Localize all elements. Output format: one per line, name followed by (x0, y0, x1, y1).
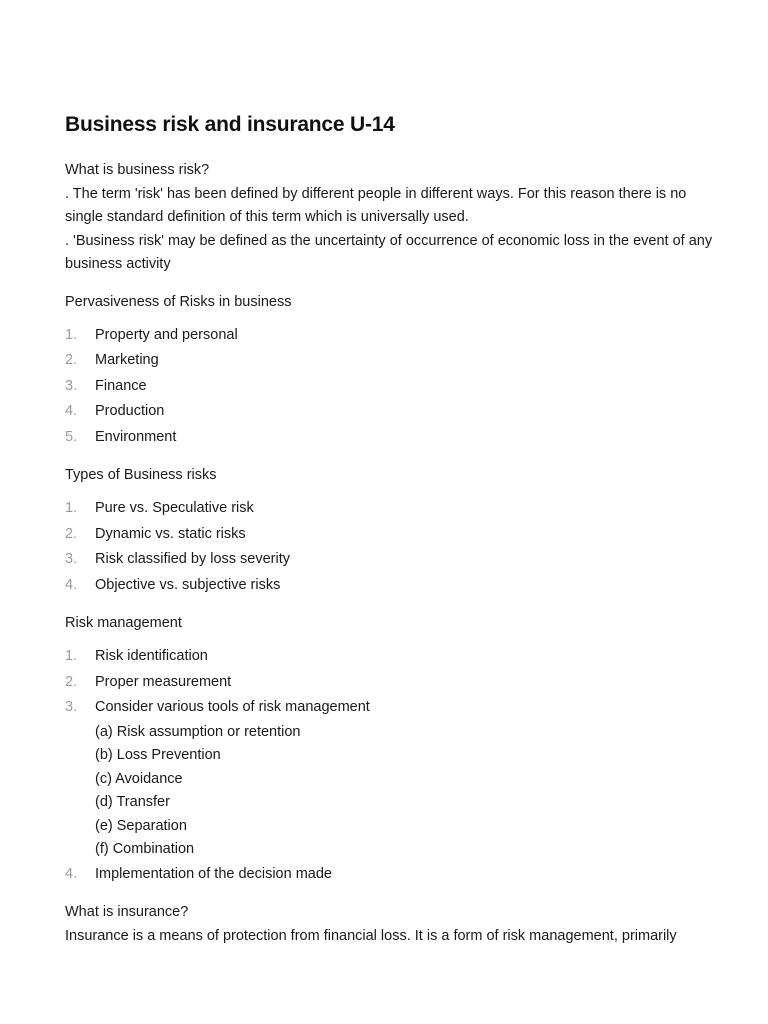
sub-item: (e) Separation (95, 817, 187, 834)
list-item (65, 425, 715, 451)
list-number: 4. (65, 403, 78, 419)
list-item (65, 670, 715, 696)
list-item-text: Consider various tools of risk management (95, 699, 370, 715)
list-item (65, 522, 715, 548)
list-item-text: Risk identification (95, 648, 208, 664)
list-item (65, 323, 715, 349)
list-number: 2. (65, 352, 78, 368)
management-heading: Risk management (65, 615, 182, 631)
list-item (65, 399, 715, 425)
sub-item: (a) Risk assumption or retention (95, 723, 301, 740)
intro-line-1: . The term 'risk' has been defined by different people in different ways. For this reason there is no single standard definition of this term which is universally used. (65, 185, 687, 225)
intro-line-2: . 'Business risk' may be defined as the uncertainty of occurrence of economic loss in the event of any business activity (65, 232, 713, 272)
list-item (65, 695, 715, 862)
sub-item: (c) Avoidance (95, 770, 183, 787)
pervasiveness-list (65, 323, 715, 451)
list-item-text: Property and personal (95, 326, 238, 343)
list-number: 3. (65, 699, 78, 715)
list-item-text: Objective vs. subjective risks (95, 576, 281, 593)
pervasiveness-heading: Pervasiveness of Risks in business (65, 293, 292, 310)
management-list (65, 644, 715, 887)
insurance-text: Insurance is a means of protection from financial loss. It is a form of risk management, primarily (65, 927, 677, 944)
list-number: 3. (65, 377, 78, 394)
types-list (65, 496, 715, 598)
list-item-text: Risk classified by loss severity (95, 551, 290, 567)
list-item (65, 573, 715, 599)
list-item-text: Finance (95, 377, 147, 394)
list-number: 3. (65, 551, 78, 567)
intro-question: What is business risk? (65, 162, 210, 178)
sub-item: (d) Transfer (95, 794, 170, 810)
list-number: 1. (65, 326, 78, 343)
list-number: 1. (65, 648, 78, 664)
list-item (65, 862, 715, 888)
list-item-text: Dynamic vs. static risks (95, 525, 246, 542)
list-number: 5. (65, 428, 78, 445)
list-item (65, 496, 715, 522)
sub-item: (f) Combination (95, 841, 195, 857)
list-item (65, 374, 715, 400)
list-item (65, 547, 715, 573)
list-number: 1. (65, 500, 78, 516)
list-item-text: Implementation of the decision made (95, 865, 332, 882)
list-item-body (95, 695, 715, 862)
list-number: 4. (65, 576, 78, 593)
list-item-text: Pure vs. Speculative risk (95, 500, 254, 516)
list-item (65, 644, 715, 670)
list-item-text: Environment (95, 428, 177, 445)
types-heading: Types of Business risks (65, 467, 217, 483)
list-number: 2. (65, 673, 78, 690)
list-number: 4. (65, 865, 78, 882)
insurance-paragraph (65, 901, 715, 948)
page-title: Business risk and insurance U-14 (65, 113, 395, 136)
list-item-text: Production (95, 403, 165, 419)
sub-item: (b) Loss Prevention (95, 747, 221, 763)
insurance-question: What is insurance? (65, 904, 189, 920)
document-page (65, 108, 715, 948)
list-item (65, 348, 715, 374)
list-item-text: Proper measurement (95, 673, 232, 690)
list-item-text: Marketing (95, 352, 159, 368)
list-number: 2. (65, 525, 78, 542)
intro-paragraph (65, 159, 715, 277)
